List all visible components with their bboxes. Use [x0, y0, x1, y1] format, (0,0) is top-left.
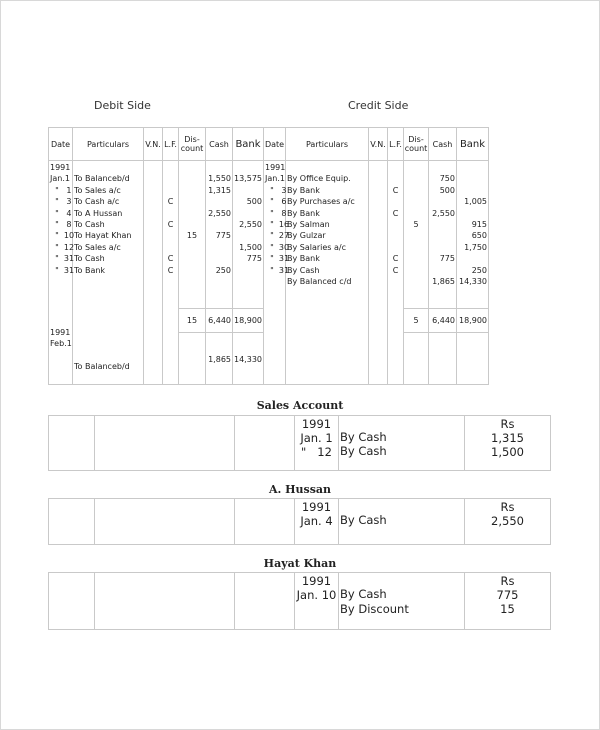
credit-empty-cell — [404, 333, 429, 385]
header-particulars: Particulars — [286, 128, 369, 161]
header-discount: Dis- count — [404, 128, 429, 161]
debit-next-discount — [179, 333, 206, 385]
account-title: A. Hussan — [268, 483, 332, 496]
credit-particulars: By Office Equip. By Bank By Purchases a/c By Bank By Salman By Gulzar By Salaries a/c By Bank By Cash By Balanced c/d — [286, 161, 369, 385]
debit-next-bank: 14,330 — [233, 333, 264, 385]
debit-vn — [144, 161, 163, 385]
header-lf: L.F. — [163, 128, 179, 161]
ledger-empty-cell — [49, 499, 95, 545]
account-title: Sales Account — [256, 399, 344, 412]
credit-empty-cell — [457, 333, 489, 385]
ledger-date: 1991 Jan. 10 — [295, 573, 339, 630]
ledger-date: 1991 Jan. 1 " 12 — [295, 416, 339, 471]
credit-lf: C C C C — [388, 161, 404, 385]
credit-discount: 5 — [404, 161, 429, 309]
debit-particulars: To Balanceb/d To Sales a/c To Cash a/c To A Hussan To Cash To Hayat Khan To Sales a/c To Cash To Bank To Balanceb/d — [73, 161, 144, 385]
header-vn: V.N. — [369, 128, 388, 161]
debit-total-bank: 18,900 — [233, 309, 264, 333]
debit-next-particulars: To Balanceb/d — [74, 362, 130, 372]
debit-lf: C C C C — [163, 161, 179, 385]
ledger-empty-cell — [95, 573, 235, 630]
debit-total-cash: 6,440 — [206, 309, 233, 333]
entries-row — [49, 161, 489, 309]
ledger-empty-cell — [235, 499, 295, 545]
account-title: Hayat Khan — [263, 557, 337, 570]
debit-side-title: Debit Side — [94, 99, 151, 112]
debit-bank: 13,575 500 2,550 1,500 775 — [233, 161, 264, 309]
ledger-empty-cell — [95, 416, 235, 471]
header-date: Date — [264, 128, 286, 161]
credit-total-discount: 5 — [404, 309, 429, 333]
credit-vn — [369, 161, 388, 385]
header-date: Date — [49, 128, 73, 161]
credit-empty-cell — [429, 333, 457, 385]
ledger-empty-cell — [49, 416, 95, 471]
ledger-particulars: By Cash By Cash — [339, 416, 465, 471]
header-discount: Dis- count — [179, 128, 206, 161]
debit-total-discount: 15 — [179, 309, 206, 333]
header-cash: Cash — [429, 128, 457, 161]
header-bank: Bank — [457, 128, 489, 161]
ledger-empty-cell — [235, 573, 295, 630]
debit-cash: 1,550 1,315 2,550 775 250 — [206, 161, 233, 309]
header-cash: Cash — [206, 128, 233, 161]
ledger-amount: Rs 2,550 — [465, 499, 551, 545]
ledger-empty-cell — [95, 499, 235, 545]
cash-book-table — [48, 127, 489, 385]
header-row — [49, 128, 489, 161]
ledger-amount: Rs 1,315 1,500 — [465, 416, 551, 471]
ledger-empty-cell — [49, 573, 95, 630]
ledger-amount: Rs 775 15 — [465, 573, 551, 630]
ledger-account-table — [48, 572, 551, 630]
debit-next-date: 1991 Feb.1 — [50, 328, 72, 349]
credit-dates: 1991 Jan.1 " 3 " 6 " 8 " 16 " 27 " 30 " 31 " 31 — [264, 161, 286, 385]
ledger-empty-cell — [235, 416, 295, 471]
header-lf: L.F. — [388, 128, 404, 161]
debit-dates: 1991 Jan.1 " 1 " 3 " 4 " 8 " 10 " 12 " 31 " 31 1991 Feb.1 — [49, 161, 73, 385]
header-bank: Bank — [233, 128, 264, 161]
header-particulars: Particulars — [73, 128, 144, 161]
credit-total-cash: 6,440 — [429, 309, 457, 333]
debit-discount: 15 — [179, 161, 206, 309]
debit-next-cash: 1,865 — [206, 333, 233, 385]
ledger-particulars: By Cash — [339, 499, 465, 545]
credit-side-title: Credit Side — [348, 99, 409, 112]
ledger-account-table — [48, 498, 551, 545]
ledger-particulars: By Cash By Discount — [339, 573, 465, 630]
credit-total-bank: 18,900 — [457, 309, 489, 333]
ledger-account-table — [48, 415, 551, 471]
header-vn: V.N. — [144, 128, 163, 161]
credit-bank: 1,005 915 650 1,750 250 14,330 — [457, 161, 489, 309]
credit-cash: 750 500 2,550 775 1,865 — [429, 161, 457, 309]
ledger-date: 1991 Jan. 4 — [295, 499, 339, 545]
